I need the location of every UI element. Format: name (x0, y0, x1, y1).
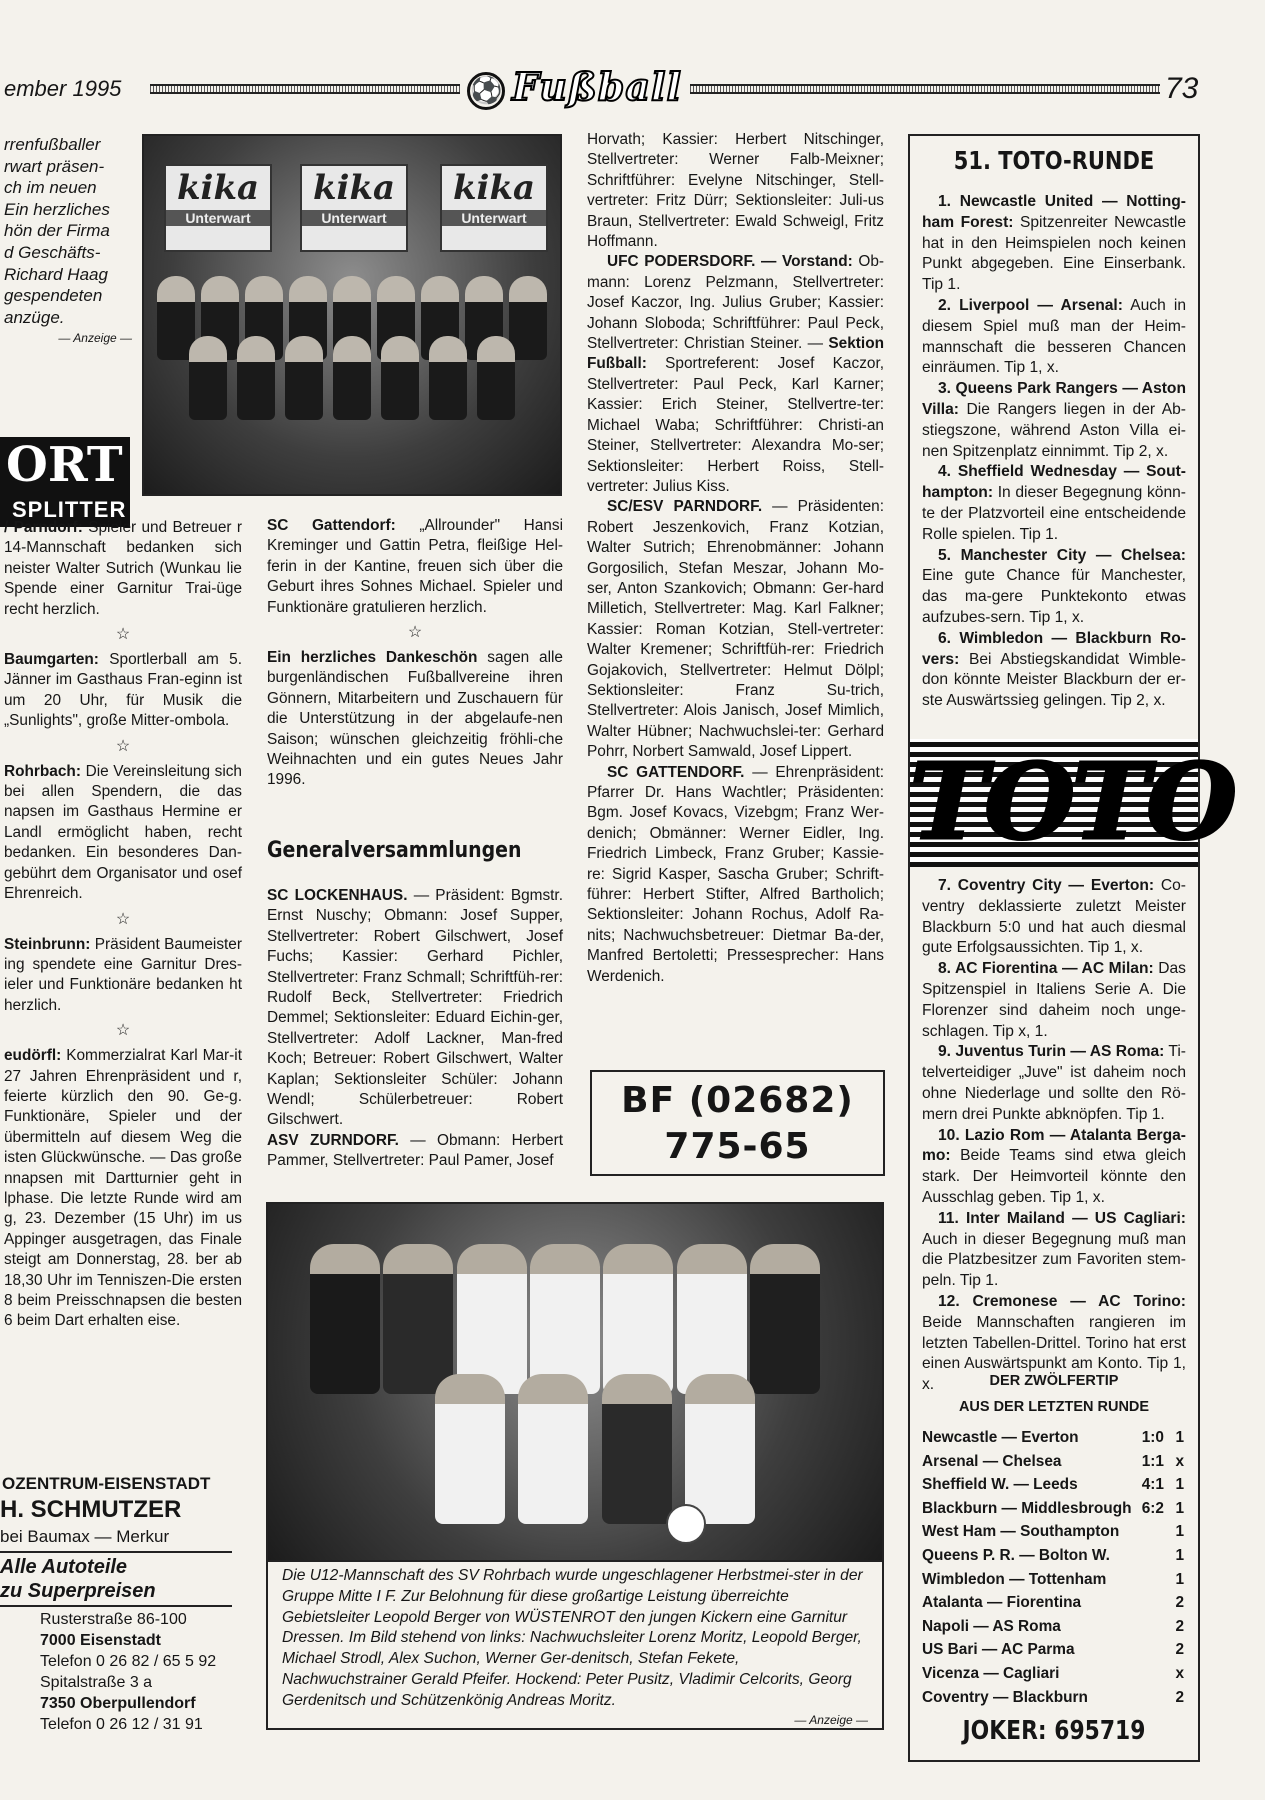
sport-splitter-logo (0, 437, 130, 529)
result-tip: 1 (1175, 1476, 1184, 1494)
sponsor-banner-sub: Unterwart (302, 210, 406, 226)
shop-slogan: zu Superpreisen (0, 1580, 156, 1602)
club-name: UFC PODERSDORF. — Vorstand: (607, 253, 853, 271)
club-name: SC GATTENDORF. (607, 763, 745, 781)
toto-games-lower (922, 876, 1186, 1396)
result-row (922, 1662, 1184, 1686)
result-tip: x (1175, 1452, 1184, 1470)
result-score: 1:0 (1141, 1429, 1164, 1446)
news-item (4, 650, 242, 732)
toto-game (922, 296, 1186, 379)
toto-box (908, 134, 1234, 1762)
photo-caption (266, 1560, 884, 1730)
club-name: SC LOCKENHAUS. (267, 887, 408, 904)
sponsor-banner (300, 164, 408, 252)
bf-number: 775-65 (664, 1126, 811, 1167)
result-score (1141, 1615, 1170, 1639)
zwoelfertip-heading (910, 1368, 1198, 1420)
result-match: Coventry — Blackburn (922, 1688, 1088, 1706)
ad-divider (0, 1605, 232, 1607)
game-pairing: 12. Cremonese — AC Torino: (938, 1292, 1186, 1310)
club-board: Ob-mann: Lorenz Pelzmann, Stellvertreter: Josef Kaczor, Ing. Julius Gruber; Kassier: Johann Sloboda; Schriftführer: Paul Peck, Stellvertreter: Christian Steiner. — (587, 253, 885, 353)
result-tip: x (1175, 1664, 1184, 1682)
result-row (922, 1520, 1184, 1544)
toto-logo (910, 739, 1234, 867)
game-tip: Eine gute Chance für Manchester, das ma-gere Punktekonto etwas aufzubes-sern. Tip 1, x. (922, 567, 1186, 626)
result-score (1141, 1544, 1170, 1568)
joker-number: JOKER: 695719 (962, 1716, 1146, 1746)
star-divider: ☆ (115, 1022, 131, 1040)
bf-phone-box (590, 1070, 885, 1176)
issue-date: ember 1995 (4, 76, 122, 101)
ad-line: rwart präsen- (4, 156, 105, 176)
game-tip: Beide Mannschaften rangieren im letzten Tabellen-Drittel. Torino hat erst einen Auswärtspunkt am Konto. Tip 1, x. (922, 1313, 1186, 1394)
result-row (922, 1615, 1184, 1639)
assembly-entry (587, 763, 884, 987)
sponsor-banner (440, 164, 548, 252)
column-two-upper (267, 516, 563, 791)
football-icon (666, 1504, 706, 1544)
ad-line: hön der Firma (4, 221, 110, 241)
result-tip: 1 (1175, 1429, 1184, 1446)
result-tip: 2 (1175, 1594, 1184, 1612)
news-item (4, 762, 242, 905)
game-pairing: 7. Coventry City — Everton: (938, 877, 1155, 894)
result-tip: 2 (1175, 1641, 1184, 1659)
shop-phone: Telefon 0 26 82 / 65 5 92 (40, 1653, 217, 1670)
game-pairing: 4. Sheffield Wednesday — Sout-hampton: (922, 463, 1186, 502)
result-match: Atalanta — Fiorentina (922, 1594, 1082, 1612)
game-pairing: 11. Inter Mailand — US Cagliari: (938, 1209, 1186, 1227)
shop-city: 7350 Oberpullendorf (40, 1695, 196, 1712)
result-match: Wimbledon — Tottenham (922, 1570, 1107, 1588)
result-row (922, 1686, 1184, 1710)
shop-address: Spitalstraße 3 a (40, 1674, 153, 1691)
game-tip: Co-ventry deklassierte zuletzt Meister Blackburn 5:0 und hat auch diesmal gute Erfolgsaussichten. Tip 1, x. (922, 877, 1186, 957)
result-match: Napoli — AS Roma (922, 1617, 1061, 1635)
sponsor-banner (164, 164, 272, 252)
result-match: West Ham — Southampton (922, 1523, 1120, 1541)
team-photo-kika (142, 134, 562, 496)
club-board: — Obmann: Herbert Pammer, Stellvertreter: Paul Pamer, Josef (267, 1131, 563, 1170)
result-score (1141, 1686, 1170, 1710)
game-pairing: 3. Queens Park Rangers — Aston Villa: (922, 380, 1186, 418)
game-tip: Die Rangers liegen in der Ab-stiegszone, während Aston Villa ei-nen Spitzenplatz einnimmt. Tip 2, x. (922, 400, 1186, 460)
assembly-entry (267, 886, 563, 1131)
toto-game (922, 379, 1186, 462)
result-row (922, 1497, 1184, 1521)
item-lead: Rohrbach: (4, 762, 81, 780)
result-score (1141, 1591, 1170, 1615)
result-tip: 2 (1175, 1617, 1184, 1635)
sponsor-banner-sub: Unterwart (166, 210, 270, 226)
team-kneeling-row (184, 336, 520, 420)
ad-tag: — Anzeige — (794, 1712, 868, 1727)
star-divider: ☆ (115, 737, 131, 755)
news-item (4, 1046, 242, 1332)
ad-text-left (4, 134, 132, 348)
logo-bottom-text: SPLITTER (0, 493, 130, 527)
result-row (922, 1638, 1184, 1662)
result-row (922, 1426, 1184, 1450)
shop-city: 7000 Eisenstadt (40, 1632, 161, 1649)
header-rule-right (690, 84, 1160, 94)
result-tip: 1 (1175, 1546, 1184, 1564)
ad-line: gespendeten (4, 286, 103, 306)
sponsor-banner-logo: kika (312, 168, 396, 208)
team-photo-u12 (266, 1202, 884, 1562)
toto-game (922, 462, 1186, 545)
shop-address: Rusterstraße 86-100 (40, 1611, 187, 1628)
game-tip: Bei Abstiegskandidat Wimble-don könnte Meister Blackburn der er-ste Auswärtssieg gelingen. Tip 2, x. (922, 650, 1186, 710)
news-item (267, 648, 563, 791)
shop-slogan: Alle Autoteile (0, 1556, 128, 1578)
club-board: — Präsidenten: Robert Jeszenkovich, Franz Kotzian, Walter Sutrich; Ehrenobmänner: Johann Gorgosilich, Stefan Meszar, Johann Mo-ser, Anton Szankovich; Obmann: Ger-hard Milletich, Stellvertreter: Mag. Karl Falkner; Kassier: Roman Kotzian, Stell-vertreter: Walter Kremener; Schriftfüh-rer: Friedrich Gojakovich, Stellvertreter: Helmut Dölpl; Sektionsleiter: Franz Su-trich, Stellvertreter: Alois Janisch, Josef Mimlich, Walter Hübner; Nachwuchslei-ter: Gerhard Pohrr, Norbert Samwald, Josef Lippert. (587, 498, 884, 761)
toto-game (922, 1126, 1186, 1209)
item-text: Präsident Baumeister ing spendete eine Garnitur Dres-ieler und Funktionäre bedanken ht herzlich. (4, 935, 242, 1014)
result-match: Blackburn — Middlesbrough (922, 1499, 1132, 1517)
game-tip: Auch in dieser Begegnung muß man die Platzbesitzer zum Favoriten stem-peln. Tip 1. (922, 1230, 1186, 1290)
club-name: SC/ESV PARNDORF. (607, 498, 763, 516)
result-row (922, 1568, 1184, 1592)
game-pairing: 1. Newcastle United — Notting-ham Forest: (922, 193, 1186, 231)
game-pairing: 8. AC Fiorentina — AC Milan: (938, 960, 1154, 978)
splitter-column (4, 518, 242, 1332)
toto-game (922, 192, 1186, 296)
results-table (922, 1426, 1184, 1709)
news-item (4, 518, 242, 620)
ad-line: d Geschäfts- (4, 242, 101, 262)
result-tip: 1 (1175, 1570, 1184, 1588)
result-match: Queens P. R. — Bolton W. (922, 1546, 1110, 1564)
item-lead: / Parndorf: (4, 519, 83, 536)
news-item (4, 935, 242, 1017)
toto-title: 51. TOTO-RUNDE (953, 146, 1155, 175)
sponsor-banner-logo: kika (452, 168, 536, 208)
result-tip: 1 (1175, 1523, 1184, 1541)
shop-advertisement (0, 1473, 238, 1773)
logo-top-text: ORT (0, 437, 130, 493)
item-text: Kommerzialrat Karl Mar-it 27 Jahren Ehrenpräsident und r, feierte kürzlich den 90. Ge-g. Funktionäre, Spieler und der übermitteln auf diesem Weg die isten Glückwünsche. — Das große nnapsen mit Dartturnier geht in lphase. Die letzte Runde wird am g, 23. Dezember (15 Uhr) im us Appinger ausgetragen, das Finale steigt am Donnerstag, 28. ber ab 18,30 Uhr im Tenniszen-Die ersten 8 beim Preisschnapsen die besten 6 beim Dart erhalten eise. (4, 1047, 242, 1330)
item-text: Spieler und Betreuer r 14-Mannschaft bedanken sich neister Walter Sutrich (Wunkau lie Spende einer Garnitur Trai-üge recht herzlich. (4, 519, 242, 618)
column-two-lower (267, 886, 563, 1172)
star-divider: ☆ (115, 910, 131, 928)
result-score (1141, 1520, 1170, 1544)
toto-game (922, 876, 1186, 959)
result-row (922, 1473, 1184, 1497)
item-text: Die Vereinsleitung sich bei allen Spendern, die das napsen im Gasthaus Hermine er Landl ermöglicht haben, recht bedanken. Ein besonderes Dan-gebührt dem Organisator und osef Ehrenreich. (4, 762, 242, 903)
ad-tag: — Anzeige — (58, 331, 132, 346)
news-item (267, 516, 563, 618)
item-lead: eudörfl: (4, 1047, 62, 1065)
shop-owner: H. SCHMUTZER (0, 1496, 182, 1523)
assembly-entry (587, 252, 884, 497)
item-text: „Allrounder" Hansi Kreminger und Gattin Petra, fleißige Hel-ferin in der Kantine, freuen sich über die Geburt ihres Sohnes Michael. Spieler und Funktionäre gratulieren herzlich. (267, 517, 563, 616)
zwoelfertip-subtitle: AUS DER LETZTEN RUNDE (958, 1399, 1150, 1415)
game-pairing: 6. Wimbledon — Blackburn Ro-vers: (922, 629, 1186, 668)
club-name: ASV ZURNDORF. (267, 1131, 399, 1149)
game-pairing: 10. Lazio Rom — Atalanta Berga-mo: (922, 1126, 1186, 1165)
result-match: Newcastle — Everton (922, 1429, 1079, 1446)
item-text: sagen alle burgenländischen Fußballvereine ihren Gönnern, Mitarbeitern und Zuschauern für die Unterstützung in der abgelaufe-nen Saison; wünschen gleichzeitig fröhli-che Weihnachten und ein gutes Neues Jahr 1996. (267, 649, 563, 789)
section-heading: Generalversammlungen (267, 838, 522, 863)
result-row (922, 1544, 1184, 1568)
result-score (1141, 1568, 1170, 1592)
page-number: 73 (1165, 72, 1199, 105)
game-pairing: 5. Manchester City — Chelsea: (938, 546, 1186, 564)
result-row (922, 1591, 1184, 1615)
star-divider: ☆ (115, 626, 131, 644)
toto-games-upper (922, 192, 1186, 712)
toto-game (922, 546, 1186, 629)
result-row (922, 1450, 1184, 1474)
shop-location: bei Baumax — Merkur (0, 1527, 170, 1546)
caption-text: Die U12-Mannschaft des SV Rohrbach wurde ungeschlagener Herbstmei-ster in der Gruppe Mitte I F. Zur Belohnung für diese großartige Leistung überreichte Gebietsleiter Leopold Berger von WÜSTENROT den jungen Kickern eine Garnitur Dressen. Im Bild stehend von links: Nachwuchsleiter Lorenz Moritz, Leopold Berger, Michael Strodl, Alex Suchon, Werner Ger-denitsch, Stefan Fekete, Nachwuchstrainer Gerald Pfeifer. Hockend: Peter Pusitz, Vladimir Celcorits, Georg Gerdenitsch und Schützenkönig Andreas Moritz. (282, 1567, 863, 1709)
toto-logo-text: TOTO (910, 740, 1234, 863)
shop-name-line: OZENTRUM-EISENSTADT (2, 1474, 211, 1493)
toto-game (922, 629, 1186, 712)
toto-game (922, 1209, 1186, 1292)
item-lead: Steinbrunn: (4, 935, 91, 953)
ad-line: Ein herzliches (4, 199, 110, 219)
page-header (0, 60, 1265, 116)
zwoelfertip-title: DER ZWÖLFERTIP (989, 1373, 1119, 1389)
kneeling-row (428, 1374, 762, 1524)
game-tip: Auch in diesem Spiel muß man der Heim-mannschaft die besseren Chancen einräumen. Tip 1, x. (922, 296, 1186, 377)
toto-game (922, 1042, 1186, 1125)
section-lead: Sektion Fußball: (587, 335, 884, 373)
club-board: — Präsident: Bgmstr. Ernst Nuschy; Obmann: Josef Supper, Stellvertreter: Robert Gilschwert, Josef Fuchs; Kassier: Gerhard Pichler, Stellvertreter: Franz Schmall; Schriftfüh-rer: Rudolf Beck, Stellvertreter: Friedrich Demmel; Sektionsleiter: Eduard Eichin-ger, Stellvertreter: Adolf Lackner, Man-fred Koch; Betreuer: Robert Gilschwert, Walter Kaplan; Sektionsleiter Schüler: Johann Wendl; Schülerbetreuer: Robert Gilschwert. (267, 887, 563, 1129)
game-tip: In dieser Begegnung könn-te der Platzvorteil eine entscheidende Rolle spielen. Tip 1. (922, 484, 1186, 543)
item-lead: Ein herzliches Dankeschön (267, 649, 478, 667)
football-icon: ⚽ (467, 72, 505, 110)
item-lead: SC Gattendorf: (267, 517, 396, 534)
game-pairing: 9. Juventus Turin — AS Roma: (938, 1043, 1165, 1061)
toto-game (922, 959, 1186, 1042)
result-score: 6:2 (1141, 1499, 1164, 1517)
assembly-entry (267, 1131, 563, 1172)
ad-line: Richard Haag (4, 264, 108, 284)
result-match: US Bari — AC Parma (922, 1641, 1075, 1659)
game-tip: Spitzenreiter Newcastle hat in den Heimspielen noch keinen Punkt abgegeben. Eine Einserbank. Tip 1. (922, 213, 1186, 294)
game-tip: Beide Teams sind etwa gleich stark. Der Heimvorteil könnte den Ausschlag geben. Tip 1, x. (922, 1147, 1186, 1206)
result-score: 1:1 (1141, 1452, 1164, 1470)
result-tip: 1 (1175, 1499, 1184, 1517)
result-match: Vicenza — Cagliari (922, 1664, 1060, 1682)
game-pairing: 2. Liverpool — Arsenal: (938, 296, 1123, 314)
ad-line: rrenfußballer (4, 135, 101, 154)
sponsor-banner-logo: kika (176, 168, 260, 208)
item-text: Sportlerball am 5. Jänner im Gasthaus Fran-eginn ist um 20 Uhr, für Musik die „Sunlights", große Mitter-ombola. (4, 651, 242, 730)
result-tip: 2 (1175, 1688, 1184, 1706)
result-score (1141, 1662, 1170, 1686)
result-match: Arsenal — Chelsea (922, 1452, 1062, 1470)
game-tip: Das Spitzenspiel in Italiens Serie A. Die Florenzer sind daheim noch unge-schlagen. Tip x, 1. (922, 960, 1186, 1040)
shop-phone: Telefon 0 26 12 / 31 91 (40, 1716, 203, 1733)
assembly-continued: Horvath; Kassier: Herbert Nitschinger, Stellvertreter: Werner Falb-Meixner; Schriftführer: Evelyne Nitschinger, Stell-vertreter: Fritz Dürr; Sektionsleiter: Juli-us Braun, Stellvertreter: Ewald Schweigl, Fritz Hoffmann. (587, 131, 884, 251)
standing-row (308, 1244, 822, 1394)
assembly-entry (587, 497, 884, 762)
result-match: Sheffield W. — Leeds (922, 1476, 1078, 1494)
star-divider: ☆ (407, 624, 423, 642)
ad-divider (0, 1551, 232, 1553)
result-score (1141, 1638, 1170, 1662)
ad-line: anzüge. (4, 307, 65, 327)
item-lead: Baumgarten: (4, 651, 99, 669)
sponsor-banner-sub: Unterwart (442, 210, 546, 226)
bf-line: BF (02682) (621, 1080, 854, 1121)
ad-line: ch im neuen (4, 178, 97, 198)
result-score: 4:1 (1141, 1476, 1164, 1494)
club-board: Sportreferent: Josef Kaczor, Stellvertreter: Paul Peck, Karl Karner; Kassier: Erich Steiner, Stellvertre-ter: Michael Waba; Schriftführer: Christi-an Steiner, Stellvertreter: Alexandra Mo-ser; Sektionsleiter: Herbert Roiss, Stell-vertreter: Julius Kiss. (587, 355, 884, 495)
game-tip: Ti-telverteidiger „Juve" ist daheim noch ohne Niederlage und sollte den Rö-mern drei Punkte abknöpfen. Tip 1. (922, 1043, 1187, 1123)
column-three (587, 130, 884, 987)
header-rule-left (150, 84, 460, 94)
section-title: Fußball (512, 64, 682, 109)
club-board: — Ehrenpräsident: Pfarrer Dr. Hans Wachtler; Präsidenten: Bgm. Josef Kovacs, Vizebgm; Franz Wer-denich; Obmänner: Werner Eidler, Ing. Friedrich Limbeck, Franz Gruber; Kassie-re: Sigrid Kasper, Sascha Gruber; Schrift-führer: Herbert Stifter, Alfred Bartholich; Sektionsleiter: Johann Rochus, Adolf Ra-nits; Nachwuchsbetreuer: Dietmar Ba-der, Manfred Bertoletti; Pressesprecher: Hans Werdenich. (587, 763, 884, 985)
